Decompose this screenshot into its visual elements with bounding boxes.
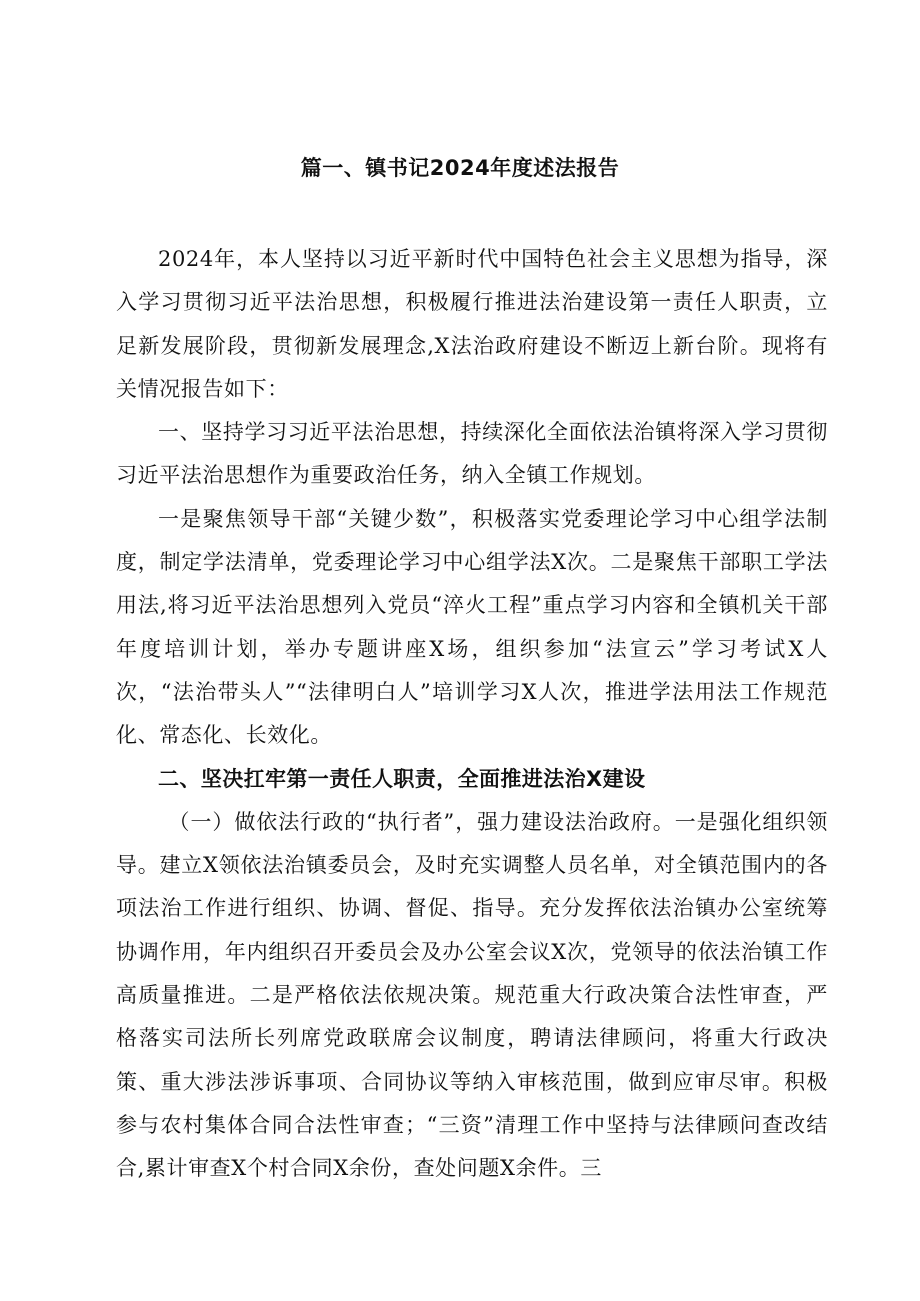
section-two-heading: 二、坚决扛牢第一责任人职责，全面推进法治X建设 bbox=[158, 766, 646, 791]
document-title: 篇一、镇书记2024年度述法报告 bbox=[300, 156, 620, 180]
document-body bbox=[116, 238, 828, 1191]
section-one-paragraph: 一、坚持学习习近平法治思想，持续深化全面依法治镇将深入学习贯彻习近平法治思想作为重要政治任务，纳入全镇工作规划。 bbox=[116, 420, 828, 488]
section-one-detail-paragraph: 一是聚焦领导干部“关键少数”，积极落实党委理论学习中心组学法制度，制定学法清单，党委理论学习中心组学法X次。二是聚焦干部职工学法用法,将习近平法治思想列入党员“淬火工程”重点学习内容和全镇机关干部年度培训计划，举办专题讲座X场，组织参加“法宣云”学习考试X人次，“法治带头人”“法律明白人”培训学习X人次，推进学法用法工作规范化、常态化、长效化。 bbox=[116, 506, 828, 748]
intro-paragraph: 2024年，本人坚持以习近平新时代中国特色社会主义思想为指导，深入学习贯彻习近平法治思想，积极履行推进法治建设第一责任人职责，立足新发展阶段，贯彻新发展理念,X法治政府建设不断迈上新台阶。现将有关情况报告如下： bbox=[116, 247, 828, 401]
section-two-paragraph: （一）做依法行政的“执行者”，强力建设法治政府。一是强化组织领导。建立X领依法治镇委员会，及时充实调整人员名单，对全镇范围内的各项法治工作进行组织、协调、督促、指导。充分发挥依法治镇办公室统筹协调作用，年内组织召开委员会及办公室会议X次，党领导的依法治镇工作高质量推进。二是严格依法依规决策。规范重大行政决策合法性审查，严格落实司法所长列席党政联席会议制度，聘请法律顾问，将重大行政决策、重大涉法涉诉事项、合同协议等纳入审核范围，做到应审尽审。积极参与农村集体合同合法性审查；“三资”清理工作中坚持与法律顾问查改结合,累计审查X个村合同X余份，查处问题X余件。三 bbox=[116, 809, 828, 1181]
